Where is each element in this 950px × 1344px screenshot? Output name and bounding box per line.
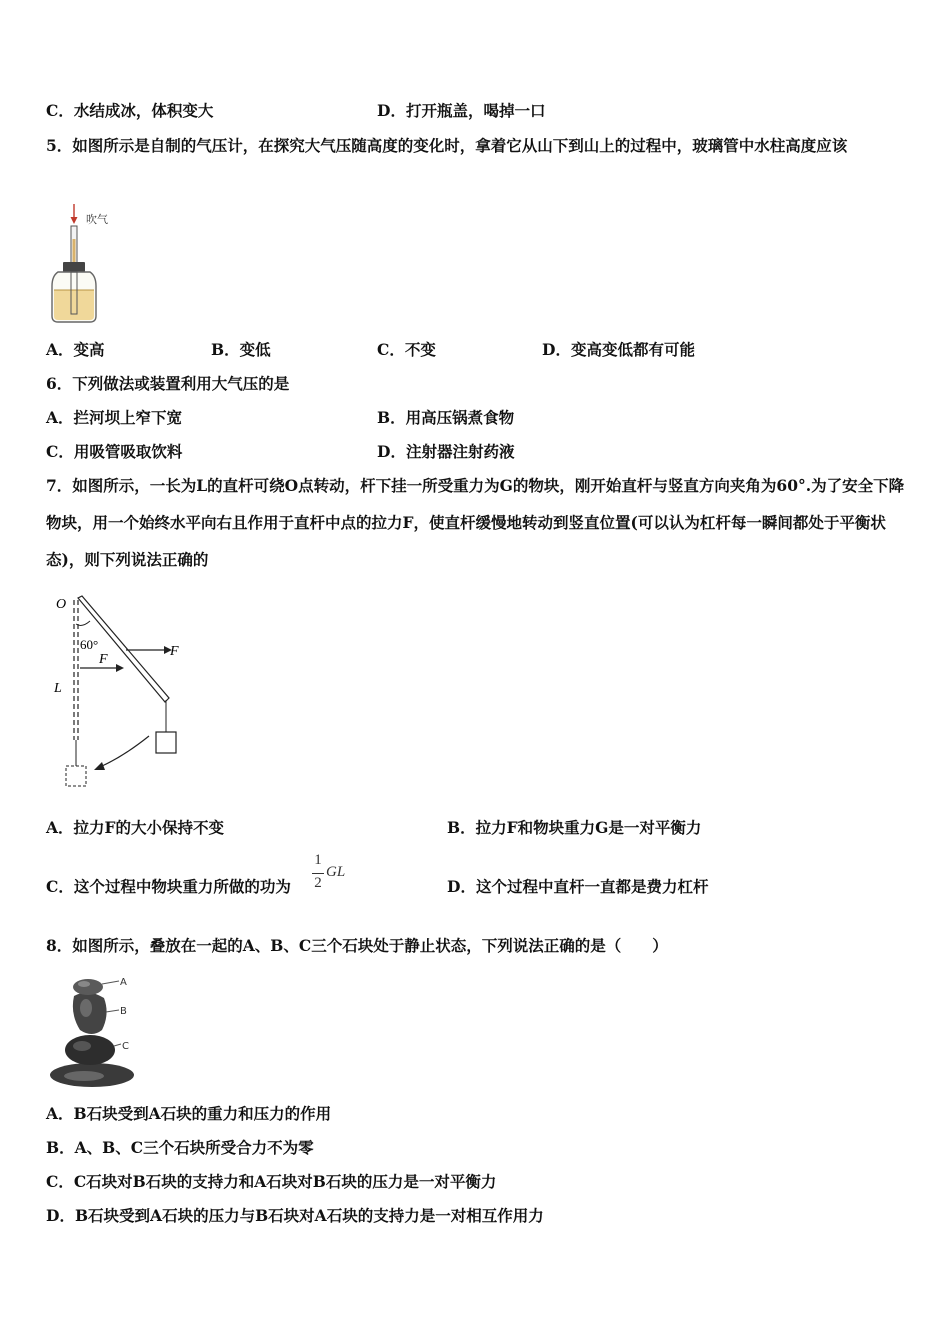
q7-option-d: D．这个过程中直杆一直都是费力杠杆 <box>447 877 709 896</box>
q6-stem: 6．下列做法或装置利用大气压的是 <box>46 374 290 393</box>
q7-option-a: A．拉力F的大小保持不变 <box>46 818 225 837</box>
q8-stem: 8．如图所示，叠放在一起的A、B、C三个石块处于静止状态，下列说法正确的是（ ） <box>46 936 668 955</box>
q6-option-a: A．拦河坝上窄下宽 <box>46 408 183 427</box>
q7-stem: 7．如图所示，一长为L的直杆可绕O点转动，杆下挂一所受重力为G的物块，刚开始直杆与竖直方向夹角为60°.为了安全下降物块，用一个始终水平向右且作用于直杆中点的拉力F，使直杆缓慢地转动到竖直位置(可以认为杠杆每一瞬间都处于平衡状态)，则下列说法正确的 <box>46 476 905 569</box>
label-l: L <box>54 681 62 696</box>
fraction-bar <box>312 873 324 874</box>
q6-option-b: B．用高压锅煮食物 <box>377 408 515 427</box>
barometer-figure <box>44 204 114 326</box>
fraction-numerator: 1 <box>314 852 322 868</box>
q7-option-c: C．这个过程中物块重力所做的功为 <box>46 877 291 896</box>
q4-option-d: D．打开瓶盖，喝掉一口 <box>377 101 546 120</box>
stone-label-b: B <box>120 1006 127 1017</box>
q6-option-d: D．注射器注射药液 <box>377 442 515 461</box>
fraction-gl: GL <box>326 864 346 880</box>
q4-option-c: C．水结成冰，体积变大 <box>46 101 214 120</box>
q6-option-c: C．用吸管吸取饮料 <box>46 442 183 461</box>
q5-stem: 5．如图所示是自制的气压计，在探究大气压随高度的变化时，拿着它从山下到山上的过程中，玻璃管中水柱高度应该 <box>46 136 848 155</box>
q8-option-c: C．C石块对B石块的支持力和A石块对B石块的压力是一对平衡力 <box>46 1172 497 1191</box>
q5-option-c: C．不变 <box>377 340 436 359</box>
q8-option-b: B．A、B、C三个石块所受合力不为零 <box>46 1138 314 1157</box>
q8-option-d: D．B石块受到A石块的压力与B石块对A石块的支持力是一对相互作用力 <box>46 1206 544 1225</box>
q8-option-a: A．B石块受到A石块的重力和压力的作用 <box>46 1104 332 1123</box>
q7-option-b: B．拉力F和物块重力G是一对平衡力 <box>447 818 702 837</box>
fraction-denominator: 2 <box>314 875 322 891</box>
lever-figure <box>44 590 194 790</box>
stone-label-a: A <box>120 977 127 988</box>
label-angle: 60° <box>80 637 99 652</box>
q5-option-d: D．变高变低都有可能 <box>542 340 695 359</box>
stacked-stones-figure <box>48 972 138 1090</box>
blow-label: 吹气 <box>86 213 108 226</box>
q5-option-b: B．变低 <box>211 340 271 359</box>
q5-option-a: A．变高 <box>46 340 105 359</box>
label-o: O <box>56 597 67 612</box>
label-f-bottom: F <box>99 652 108 667</box>
label-f-top: F <box>170 644 179 659</box>
stone-label-c: C <box>122 1041 129 1052</box>
